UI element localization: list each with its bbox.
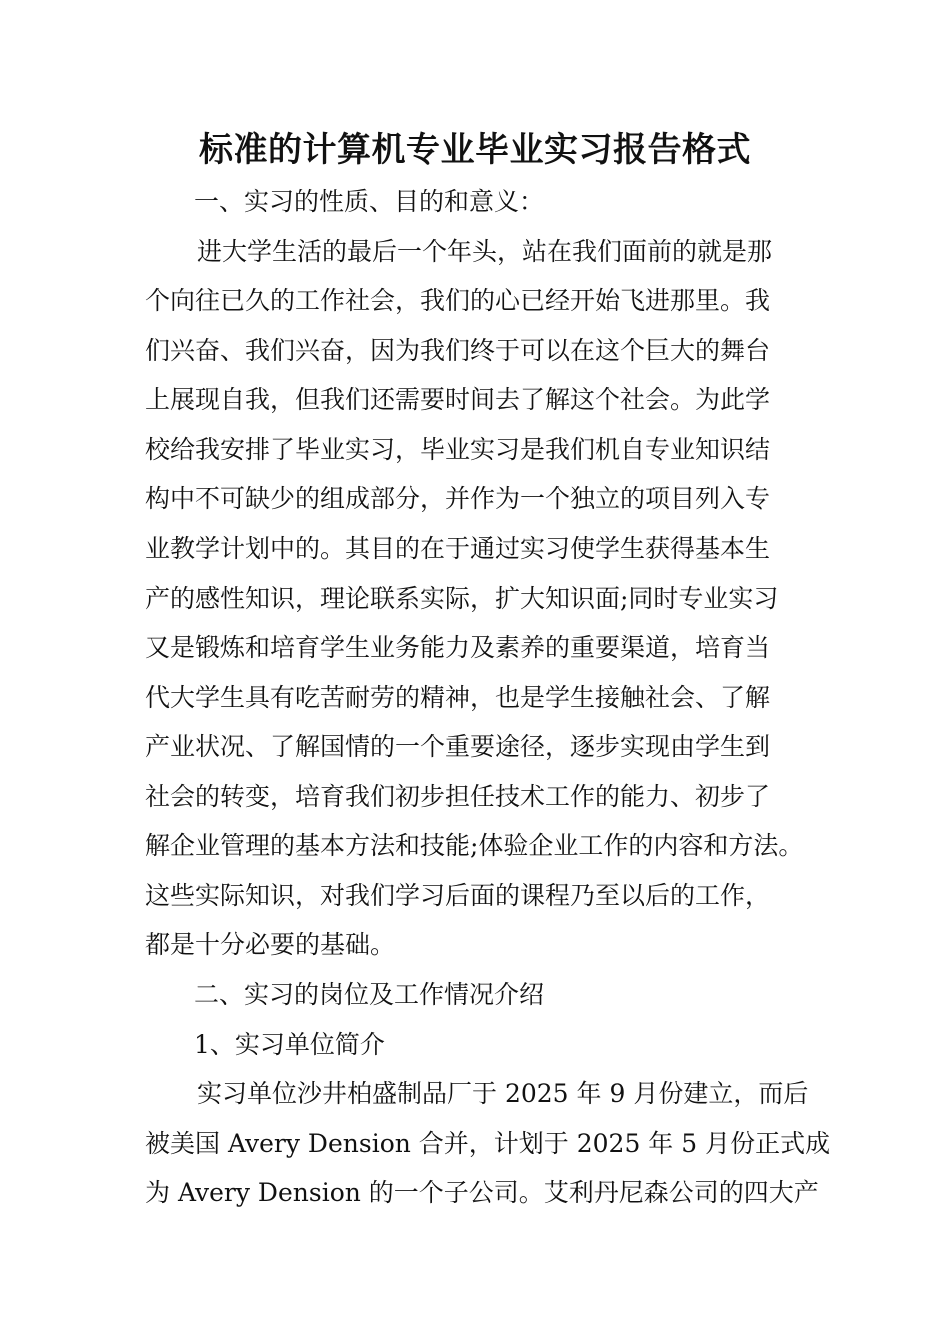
subsection-heading-1: 1、实习单位简介	[194, 1030, 385, 1059]
paragraph-line: 又是锻炼和培育学生业务能力及素养的重要渠道，培育当	[145, 633, 771, 662]
paragraph-line: 为 Avery Dension 的一个子公司。艾利丹尼森公司的四大产	[145, 1178, 819, 1207]
paragraph-line: 个向往已久的工作社会，我们的心已经开始飞进那里。我	[145, 286, 771, 315]
paragraph-line: 被美国 Avery Dension 合并，计划于 2025 年 5 月份正式成	[145, 1129, 831, 1158]
paragraph-line: 社会的转变，培育我们初步担任技术工作的能力、初步了	[145, 782, 771, 811]
paragraph-line: 都是十分必要的基础。	[145, 930, 396, 959]
paragraph-line: 实习单位沙井柏盛制品厂于 2025 年 9 月份建立，而后	[197, 1079, 809, 1108]
paragraph-line: 解企业管理的基本方法和技能;体验企业工作的内容和方法。	[145, 831, 804, 860]
paragraph-line: 产业状况、了解国情的一个重要途径，逐步实现由学生到	[145, 732, 771, 761]
paragraph-line: 进大学生活的最后一个年头，站在我们面前的就是那	[197, 237, 773, 266]
document-title: 标准的计算机专业毕业实习报告格式	[199, 130, 751, 170]
paragraph-line: 这些实际知识，对我们学习后面的课程乃至以后的工作，	[145, 881, 771, 910]
paragraph-line: 上展现自我，但我们还需要时间去了解这个社会。为此学	[145, 385, 771, 414]
paragraph-line: 产的感性知识，理论联系实际，扩大知识面;同时专业实习	[145, 584, 779, 613]
paragraph-line: 校给我安排了毕业实习，毕业实习是我们机自专业知识结	[145, 435, 771, 464]
paragraph-line: 们兴奋、我们兴奋，因为我们终于可以在这个巨大的舞台	[145, 336, 771, 365]
paragraph-line: 代大学生具有吃苦耐劳的精神，也是学生接触社会、了解	[145, 683, 771, 712]
paragraph-line: 业教学计划中的。其目的在于通过实习使学生获得基本生	[145, 534, 771, 563]
section-heading-2: 二、实习的岗位及工作情况介绍	[194, 980, 545, 1009]
section-heading-1: 一、实习的性质、目的和意义：	[194, 187, 545, 216]
paragraph-line: 构中不可缺少的组成部分，并作为一个独立的项目列入专	[145, 484, 771, 513]
